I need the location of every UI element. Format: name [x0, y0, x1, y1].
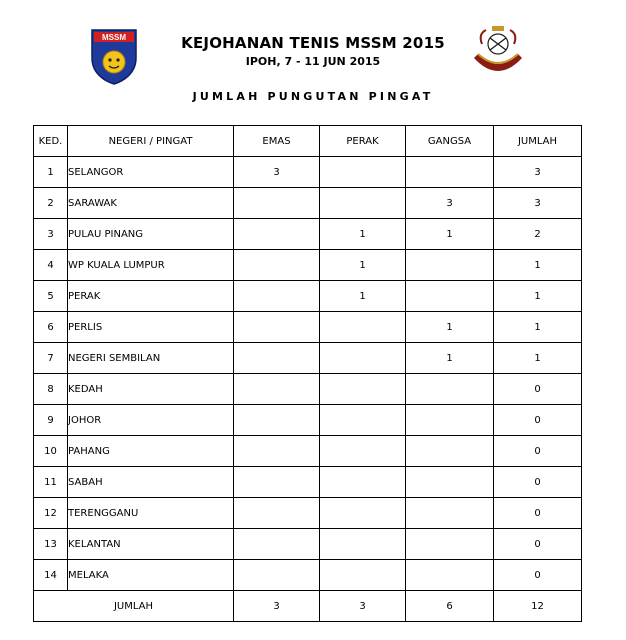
cell-gangsa: [406, 405, 494, 436]
cell-negeri: PERAK: [68, 281, 234, 312]
cell-ked: 4: [34, 250, 68, 281]
total-gangsa: 6: [406, 591, 494, 622]
total-emas: 3: [234, 591, 320, 622]
cell-negeri: KEDAH: [68, 374, 234, 405]
cell-jumlah: 0: [494, 436, 582, 467]
table-row: [34, 467, 582, 498]
cell-gangsa: 1: [406, 312, 494, 343]
medal-tally-table: [33, 125, 582, 622]
cell-negeri: KELANTAN: [68, 529, 234, 560]
table-row: [34, 312, 582, 343]
cell-emas: [234, 188, 320, 219]
cell-negeri: PAHANG: [68, 436, 234, 467]
cell-negeri: SARAWAK: [68, 188, 234, 219]
cell-perak: [320, 436, 406, 467]
total-jumlah: 12: [494, 591, 582, 622]
state-crest-logo: [468, 24, 528, 84]
cell-gangsa: [406, 498, 494, 529]
cell-jumlah: 3: [494, 157, 582, 188]
table-row: [34, 188, 582, 219]
cell-negeri: SABAH: [68, 467, 234, 498]
column-header-ked: KED.: [34, 126, 68, 157]
logo-text: MSSM: [102, 33, 126, 42]
cell-perak: [320, 343, 406, 374]
cell-jumlah: 1: [494, 281, 582, 312]
cell-gangsa: [406, 281, 494, 312]
cell-emas: [234, 405, 320, 436]
cell-negeri: PERLIS: [68, 312, 234, 343]
cell-negeri: JOHOR: [68, 405, 234, 436]
cell-emas: [234, 467, 320, 498]
cell-perak: [320, 498, 406, 529]
cell-negeri: PULAU PINANG: [68, 219, 234, 250]
table-row: [34, 498, 582, 529]
column-header-perak: PERAK: [320, 126, 406, 157]
cell-gangsa: [406, 436, 494, 467]
cell-perak: [320, 467, 406, 498]
cell-emas: [234, 250, 320, 281]
document-header: [0, 0, 626, 110]
cell-perak: 1: [320, 219, 406, 250]
page-title: KEJOHANAN TENIS MSSM 2015: [181, 34, 445, 52]
cell-perak: [320, 374, 406, 405]
cell-emas: [234, 374, 320, 405]
cell-ked: 14: [34, 560, 68, 591]
total-label: JUMLAH: [34, 591, 234, 622]
cell-perak: [320, 312, 406, 343]
cell-jumlah: 1: [494, 312, 582, 343]
cell-ked: 7: [34, 343, 68, 374]
cell-ked: 10: [34, 436, 68, 467]
cell-perak: [320, 560, 406, 591]
table-row: [34, 219, 582, 250]
cell-jumlah: 0: [494, 560, 582, 591]
cell-emas: [234, 219, 320, 250]
cell-jumlah: 2: [494, 219, 582, 250]
cell-perak: [320, 529, 406, 560]
total-row: [34, 591, 582, 622]
cell-jumlah: 0: [494, 467, 582, 498]
cell-negeri: MELAKA: [68, 560, 234, 591]
cell-ked: 11: [34, 467, 68, 498]
table-row: [34, 157, 582, 188]
table-row: [34, 250, 582, 281]
event-location-dates: IPOH, 7 - 11 JUN 2015: [245, 55, 381, 68]
cell-ked: 8: [34, 374, 68, 405]
cell-ked: 9: [34, 405, 68, 436]
cell-negeri: TERENGGANU: [68, 498, 234, 529]
table-row: [34, 405, 582, 436]
cell-gangsa: [406, 374, 494, 405]
cell-emas: [234, 343, 320, 374]
cell-jumlah: 0: [494, 529, 582, 560]
cell-negeri: SELANGOR: [68, 157, 234, 188]
column-header-gangsa: GANGSA: [406, 126, 494, 157]
cell-jumlah: 0: [494, 405, 582, 436]
cell-emas: [234, 281, 320, 312]
cell-jumlah: 0: [494, 498, 582, 529]
cell-gangsa: 3: [406, 188, 494, 219]
cell-ked: 3: [34, 219, 68, 250]
cell-perak: 1: [320, 250, 406, 281]
medal-tally-heading: JUMLAH PUNGUTAN PINGAT: [192, 90, 434, 103]
cell-ked: 1: [34, 157, 68, 188]
cell-emas: [234, 498, 320, 529]
column-header-negeri: NEGERI / PINGAT: [68, 126, 234, 157]
cell-gangsa: [406, 250, 494, 281]
cell-ked: 13: [34, 529, 68, 560]
cell-jumlah: 1: [494, 343, 582, 374]
cell-perak: [320, 405, 406, 436]
cell-gangsa: 1: [406, 219, 494, 250]
cell-ked: 12: [34, 498, 68, 529]
table-row: [34, 436, 582, 467]
cell-gangsa: [406, 529, 494, 560]
cell-gangsa: 1: [406, 343, 494, 374]
table-row: [34, 560, 582, 591]
cell-emas: [234, 436, 320, 467]
table-row: [34, 343, 582, 374]
column-header-emas: EMAS: [234, 126, 320, 157]
cell-emas: [234, 312, 320, 343]
cell-perak: [320, 188, 406, 219]
cell-negeri: WP KUALA LUMPUR: [68, 250, 234, 281]
cell-perak: 1: [320, 281, 406, 312]
cell-emas: [234, 560, 320, 591]
table-header-row: [34, 126, 582, 157]
cell-emas: [234, 529, 320, 560]
cell-gangsa: [406, 467, 494, 498]
cell-emas: 3: [234, 157, 320, 188]
cell-ked: 2: [34, 188, 68, 219]
cell-jumlah: 0: [494, 374, 582, 405]
cell-perak: [320, 157, 406, 188]
table-row: [34, 529, 582, 560]
cell-gangsa: [406, 560, 494, 591]
column-header-jumlah: JUMLAH: [494, 126, 582, 157]
cell-jumlah: 3: [494, 188, 582, 219]
cell-gangsa: [406, 157, 494, 188]
cell-ked: 5: [34, 281, 68, 312]
cell-ked: 6: [34, 312, 68, 343]
cell-negeri: NEGERI SEMBILAN: [68, 343, 234, 374]
cell-jumlah: 1: [494, 250, 582, 281]
total-perak: 3: [320, 591, 406, 622]
table-row: [34, 281, 582, 312]
table-row: [34, 374, 582, 405]
